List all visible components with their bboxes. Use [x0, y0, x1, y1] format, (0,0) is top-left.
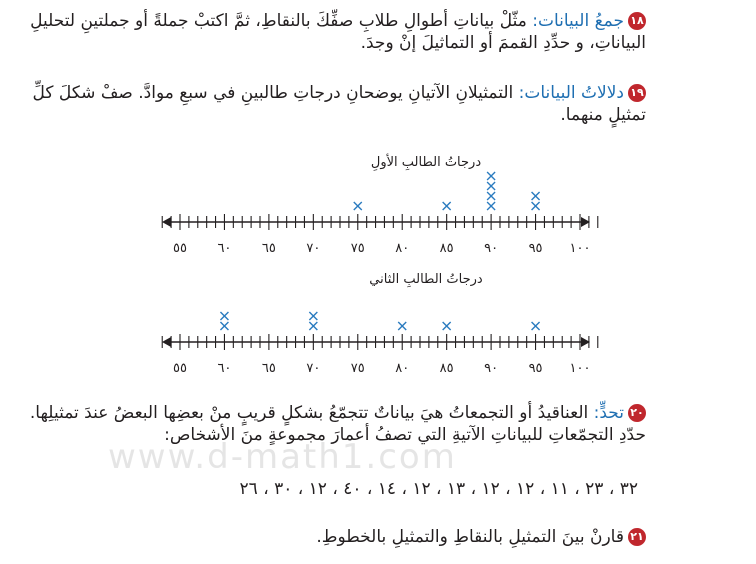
tick-label: ٨٠ — [395, 241, 410, 256]
plot2-title: درجاتُ الطالبِ الثاني — [369, 272, 483, 287]
tick-label: ٧٥ — [350, 361, 365, 376]
question-number-badge: ٢٠ — [628, 404, 646, 422]
tick-label: ١٠٠ — [569, 241, 591, 256]
tick-label: ٩٠ — [484, 361, 499, 376]
data-mark-x — [443, 202, 451, 210]
data-mark-x — [309, 322, 317, 330]
tick-label: ٦٠ — [217, 361, 232, 376]
question-number-badge: ١٨ — [628, 12, 646, 30]
data-mark-x — [532, 322, 540, 330]
question-text: العناقيدُ أو التجمعاتُ هيَ بياناتٌ تتجمّعُ بشكلٍ قريبٍ منْ بعضِها البعضُ عندَ تمثيلِها. حدّدِ التجمّعاتِ للبياناتِ الآتيةِ التي تصفُ أعمارَ مجموعةٍ منَ الأشخاص: — [29, 403, 646, 445]
data-mark-x — [487, 172, 495, 180]
data-mark-x — [487, 182, 495, 190]
question-text: مثّلْ بياناتِ أطوالِ طلابِ صفِّكَ بالنقاطِ، ثمَّ اكتبْ جملةً أو جملتينِ لتحليلِ البياناتِ، و حدِّدِ القممَ أو التماثيلَ إنْ وجدَ. — [30, 11, 646, 53]
plot1-title: درجاتُ الطالبِ الأولِ — [370, 155, 482, 170]
data-mark-x — [398, 322, 406, 330]
data-mark-x — [220, 312, 228, 320]
question-number-badge: ٢١ — [628, 528, 646, 546]
question-21 — [26, 526, 646, 548]
dot-plot-student2 — [150, 290, 600, 380]
question-20 — [26, 402, 646, 446]
tick-label: ٦٥ — [261, 241, 276, 256]
tick-label: ٩٠ — [484, 241, 499, 256]
tick-label: ٧٠ — [306, 241, 321, 256]
question-lead: تحدٍّ: — [593, 403, 624, 423]
data-mark-x — [532, 202, 540, 210]
tick-label: ٥٥ — [173, 361, 187, 376]
data-mark-x — [354, 202, 362, 210]
question-text: قارنْ بينَ التمثيلِ بالنقاطِ والتمثيلِ بالخطوطِ. — [316, 527, 624, 547]
watermark: www.d-math1.com — [108, 437, 457, 477]
dot-plot-student1 — [150, 170, 600, 260]
data-mark-x — [487, 202, 495, 210]
tick-label: ٧٠ — [306, 361, 321, 376]
question-lead: جمعُ البيانات: — [532, 11, 624, 31]
data-mark-x — [309, 312, 317, 320]
tick-label: ٩٥ — [528, 361, 543, 376]
tick-label: ٨٠ — [395, 361, 410, 376]
tick-label: ٥٥ — [173, 241, 187, 256]
tick-label: ١٠٠ — [569, 361, 591, 376]
tick-label: ٨٥ — [439, 361, 454, 376]
tick-label: ٦٥ — [261, 361, 276, 376]
data-mark-x — [487, 192, 495, 200]
question-number-badge: ١٩ — [628, 84, 646, 102]
axis-arrow-left — [162, 337, 171, 347]
tick-label: ٦٠ — [217, 241, 232, 256]
question-lead: دلالاتُ البيانات: — [518, 83, 624, 103]
axis-arrow-left — [162, 217, 171, 227]
question-text: التمثيلانِ الآتيانِ يوضحانِ درجاتِ طالبينِ في سبعِ موادَّ. صفْ شكلَ كلِّ تمثيلٍ منهما. — [32, 83, 646, 125]
tick-label: ٨٥ — [439, 241, 454, 256]
data-mark-x — [532, 192, 540, 200]
ages-list: ٣٢ ، ٢٣ ، ١١ ، ١٢ ، ١٢ ، ١٣ ، ١٢ ، ١٤ ، ٤٠ ، ١٢ ، ٣٠ ، ٢٦ — [239, 479, 638, 499]
data-mark-x — [443, 322, 451, 330]
question-18 — [26, 10, 646, 54]
tick-label: ٩٥ — [528, 241, 543, 256]
data-mark-x — [220, 322, 228, 330]
question-19 — [26, 82, 646, 126]
tick-label: ٧٥ — [350, 241, 365, 256]
